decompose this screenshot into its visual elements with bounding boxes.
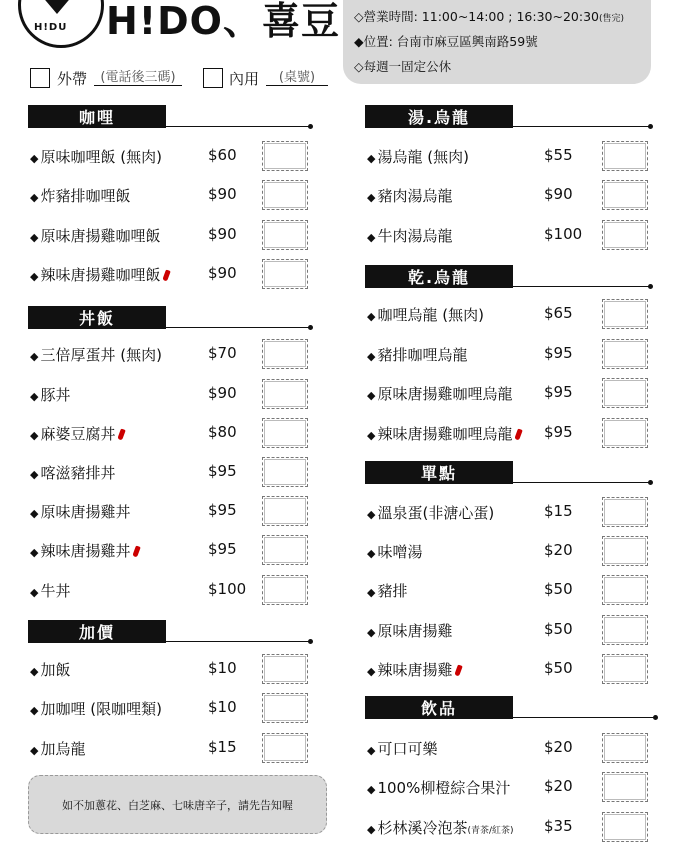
menu-item-name: 豬肉湯烏龍 <box>377 187 453 205</box>
logo-small-text: H!DU <box>34 22 68 33</box>
section-divider <box>166 327 310 328</box>
note-text: 如不加蔥花、白芝麻、七味唐辛子，請先告知喔 <box>62 798 293 812</box>
menu-item-price: $35 <box>544 817 573 835</box>
section-header-soup_udon: 湯.烏龍 <box>365 105 513 128</box>
section-header-donburi: 丼飯 <box>28 306 166 329</box>
menu-item <box>367 620 452 641</box>
takeout-phone-field[interactable]: (電話後三碼) <box>94 66 182 86</box>
bullet-icon: ◆ <box>367 626 376 639</box>
menu-item-price: $95 <box>208 501 237 519</box>
menu-item-price: $10 <box>208 659 237 677</box>
menu-item <box>30 423 124 444</box>
bullet-icon: ◆ <box>367 823 376 836</box>
menu-item <box>367 777 510 798</box>
menu-item-name: 湯烏龍 (無肉) <box>377 148 469 166</box>
bullet-icon: ◆ <box>367 586 376 599</box>
menu-item <box>367 502 494 523</box>
section-header-drinks: 飲品 <box>365 696 513 719</box>
quantity-box[interactable] <box>262 379 308 409</box>
menu-item <box>30 738 85 759</box>
note-box <box>28 775 327 834</box>
menu-item <box>30 540 139 561</box>
menu-item-name: 辣味唐揚雞咖哩飯 <box>40 266 161 284</box>
divider-dot-icon <box>648 480 653 485</box>
chili-pepper-icon <box>133 545 141 557</box>
bullet-icon: ◆ <box>30 429 39 442</box>
quantity-box[interactable] <box>262 259 308 289</box>
quantity-box[interactable] <box>262 180 308 210</box>
menu-item-name: 味噌湯 <box>377 543 423 561</box>
menu-item-price: $95 <box>208 462 237 480</box>
bullet-icon: ◆ <box>367 508 376 521</box>
quantity-box[interactable] <box>262 654 308 684</box>
quantity-box[interactable] <box>602 733 648 763</box>
bullet-icon: ◆ <box>30 507 39 520</box>
quantity-box[interactable] <box>602 536 648 566</box>
bullet-icon: ◆ <box>367 744 376 757</box>
bullet-icon: ◆ <box>367 350 376 363</box>
bullet-icon: ◆ <box>30 350 39 363</box>
menu-item <box>30 225 160 246</box>
quantity-box[interactable] <box>262 220 308 250</box>
section-divider <box>513 717 655 718</box>
bullet-icon: ◆ <box>30 665 39 678</box>
section-header-dry_udon: 乾.烏龍 <box>365 265 513 288</box>
menu-item-name: 加咖哩 (限咖哩類) <box>40 700 162 718</box>
menu-item <box>367 225 452 246</box>
menu-item-name: 咖哩烏龍 (無肉) <box>377 306 484 324</box>
quantity-box[interactable] <box>262 575 308 605</box>
bullet-icon: ◆ <box>367 665 376 678</box>
menu-item-name: 麻婆豆腐丼 <box>40 425 116 443</box>
menu-item-price: $90 <box>208 225 237 243</box>
menu-item <box>30 146 162 167</box>
section-divider <box>513 286 650 287</box>
section-divider <box>166 126 310 127</box>
bullet-icon: ◆ <box>367 389 376 402</box>
menu-item-price: $20 <box>544 777 573 795</box>
menu-item-price: $95 <box>544 344 573 362</box>
bullet-icon: ◆ <box>30 270 39 283</box>
dinein-table-field[interactable]: (桌號) <box>266 66 328 86</box>
takeout-checkbox[interactable] <box>30 68 50 88</box>
bullet-icon: ◆ <box>30 586 39 599</box>
dinein-label: 內用 <box>229 70 260 88</box>
menu-item <box>367 304 484 325</box>
takeout-label: 外帶 <box>57 70 88 88</box>
menu-item-price: $95 <box>544 423 573 441</box>
menu-item-name: 豬排咖哩烏龍 <box>377 346 468 364</box>
menu-item-name: 原味唐揚雞丼 <box>40 503 131 521</box>
bullet-icon: ◆ <box>367 547 376 560</box>
menu-item-name: 原味唐揚雞 <box>377 622 453 640</box>
chili-pepper-icon <box>163 269 171 281</box>
bullet-icon: ◆ <box>367 191 376 204</box>
menu-item-price: $90 <box>208 264 237 282</box>
menu-item <box>30 580 70 601</box>
location: ◆位置: 台南市麻豆區興南路59號 <box>354 34 538 49</box>
quantity-box[interactable] <box>602 772 648 802</box>
menu-item-name: 辣味唐揚雞咖哩烏龍 <box>377 425 513 443</box>
menu-item-name: 100%柳橙綜合果汁 <box>377 779 511 797</box>
menu-item-price: $95 <box>544 383 573 401</box>
quantity-box[interactable] <box>262 693 308 723</box>
menu-item-name: 牛丼 <box>40 582 71 600</box>
menu-item-name: 炸豬排咖哩飯 <box>40 187 131 205</box>
menu-item-price: $90 <box>208 384 237 402</box>
quantity-box[interactable] <box>262 535 308 565</box>
menu-item <box>367 423 521 444</box>
dinein-checkbox[interactable] <box>203 68 223 88</box>
menu-item-name: 溫泉蛋(非溏心蛋) <box>377 504 495 522</box>
menu-item-name: 辣味唐揚雞 <box>377 661 453 679</box>
menu-item-name: 加烏龍 <box>40 740 86 758</box>
quantity-box[interactable] <box>602 180 648 210</box>
menu-item <box>367 383 512 404</box>
divider-dot-icon <box>653 715 658 720</box>
menu-item <box>30 501 130 522</box>
menu-item-price: $15 <box>544 502 573 520</box>
bullet-icon: ◆ <box>30 468 39 481</box>
menu-item <box>367 580 407 601</box>
chili-pepper-icon <box>118 428 126 440</box>
quantity-box[interactable] <box>262 418 308 448</box>
bullet-icon: ◆ <box>367 310 376 323</box>
bullet-icon: ◆ <box>30 546 39 559</box>
bullet-icon: ◆ <box>30 231 39 244</box>
menu-item-price: $70 <box>208 344 237 362</box>
section-divider <box>513 482 650 483</box>
menu-item-name: 原味咖哩飯 (無肉) <box>40 148 162 166</box>
quantity-box[interactable] <box>602 220 648 250</box>
menu-item-price: $50 <box>544 580 573 598</box>
divider-dot-icon <box>308 124 313 129</box>
menu-item-name: 原味唐揚雞咖哩烏龍 <box>377 385 513 403</box>
menu-item-name: 牛肉湯烏龍 <box>377 227 453 245</box>
menu-item <box>367 146 469 167</box>
menu-item-name: 三倍厚蛋丼 (無肉) <box>40 346 162 364</box>
quantity-box[interactable] <box>602 654 648 684</box>
menu-item-price: $80 <box>208 423 237 441</box>
menu-item-price: $90 <box>544 185 573 203</box>
menu-item-price: $65 <box>544 304 573 322</box>
menu-item-price: $55 <box>544 146 573 164</box>
bullet-icon: ◆ <box>367 152 376 165</box>
menu-item-price: $20 <box>544 738 573 756</box>
bullet-icon: ◆ <box>30 390 39 403</box>
bullet-icon: ◆ <box>30 744 39 757</box>
business-hours: ◇營業時間: 11:00~14:00 ; 16:30~20:30(售完) <box>354 9 625 24</box>
menu-item-name: 原味唐揚雞咖哩飯 <box>40 227 161 245</box>
section-divider <box>513 126 650 127</box>
menu-item-name: 杉林溪冷泡茶 <box>377 819 468 837</box>
quantity-box[interactable] <box>602 575 648 605</box>
quantity-box[interactable] <box>602 299 648 329</box>
quantity-box[interactable] <box>262 339 308 369</box>
chili-pepper-icon <box>455 664 463 676</box>
quantity-box[interactable] <box>602 497 648 527</box>
menu-item <box>30 462 115 483</box>
quantity-box[interactable] <box>262 141 308 171</box>
bullet-icon: ◆ <box>30 191 39 204</box>
menu-item-price: $90 <box>208 185 237 203</box>
menu-item-price: $10 <box>208 698 237 716</box>
closed-day: ◇每週一固定公休 <box>354 59 452 74</box>
menu-item-note: (青茶/紅茶) <box>467 826 514 836</box>
bullet-icon: ◆ <box>367 231 376 244</box>
quantity-box[interactable] <box>602 418 648 448</box>
menu-item-name: 豚丼 <box>40 386 71 404</box>
menu-item-price: $20 <box>544 541 573 559</box>
menu-item <box>30 264 169 285</box>
menu-item-name: 辣味唐揚雞丼 <box>40 542 131 560</box>
menu-item-price: $50 <box>544 659 573 677</box>
menu-item-price: $60 <box>208 146 237 164</box>
menu-item <box>367 817 514 838</box>
menu-item-price: $100 <box>208 580 247 598</box>
menu-item-name: 加飯 <box>40 661 71 679</box>
quantity-box[interactable] <box>602 812 648 842</box>
menu-item <box>367 738 437 759</box>
menu-item-name: 豬排 <box>377 582 408 600</box>
quantity-box[interactable] <box>602 378 648 408</box>
divider-dot-icon <box>308 639 313 644</box>
divider-dot-icon <box>648 124 653 129</box>
menu-item <box>30 659 70 680</box>
menu-item <box>367 185 452 206</box>
menu-item-name: 喀滋豬排丼 <box>40 464 116 482</box>
menu-item-price: $95 <box>208 540 237 558</box>
quantity-box[interactable] <box>262 457 308 487</box>
section-divider <box>166 641 310 642</box>
divider-dot-icon <box>648 284 653 289</box>
divider-dot-icon <box>308 325 313 330</box>
menu-item <box>30 185 130 206</box>
bullet-icon: ◆ <box>367 783 376 796</box>
menu-item-price: $15 <box>208 738 237 756</box>
menu-item-price: $50 <box>544 620 573 638</box>
quantity-box[interactable] <box>262 733 308 763</box>
section-header-addon: 加價 <box>28 620 166 643</box>
menu-item <box>367 541 422 562</box>
quantity-box[interactable] <box>602 141 648 171</box>
menu-item <box>30 698 162 719</box>
menu-item-price: $100 <box>544 225 583 243</box>
quantity-box[interactable] <box>262 496 308 526</box>
menu-item <box>30 344 162 365</box>
quantity-box[interactable] <box>602 615 648 645</box>
menu-item-name: 可口可樂 <box>377 740 438 758</box>
menu-item <box>367 344 467 365</box>
section-header-a_la_carte: 單點 <box>365 461 513 484</box>
logo-triangle-icon <box>35 0 79 14</box>
bullet-icon: ◆ <box>367 429 376 442</box>
bullet-icon: ◆ <box>30 152 39 165</box>
section-header-curry: 咖哩 <box>28 105 166 128</box>
menu-item <box>30 384 70 405</box>
menu-item <box>367 659 461 680</box>
chili-pepper-icon <box>515 428 523 440</box>
logo-wordmark: H!DO、喜豆 <box>106 0 340 43</box>
quantity-box[interactable] <box>602 339 648 369</box>
bullet-icon: ◆ <box>30 704 39 717</box>
